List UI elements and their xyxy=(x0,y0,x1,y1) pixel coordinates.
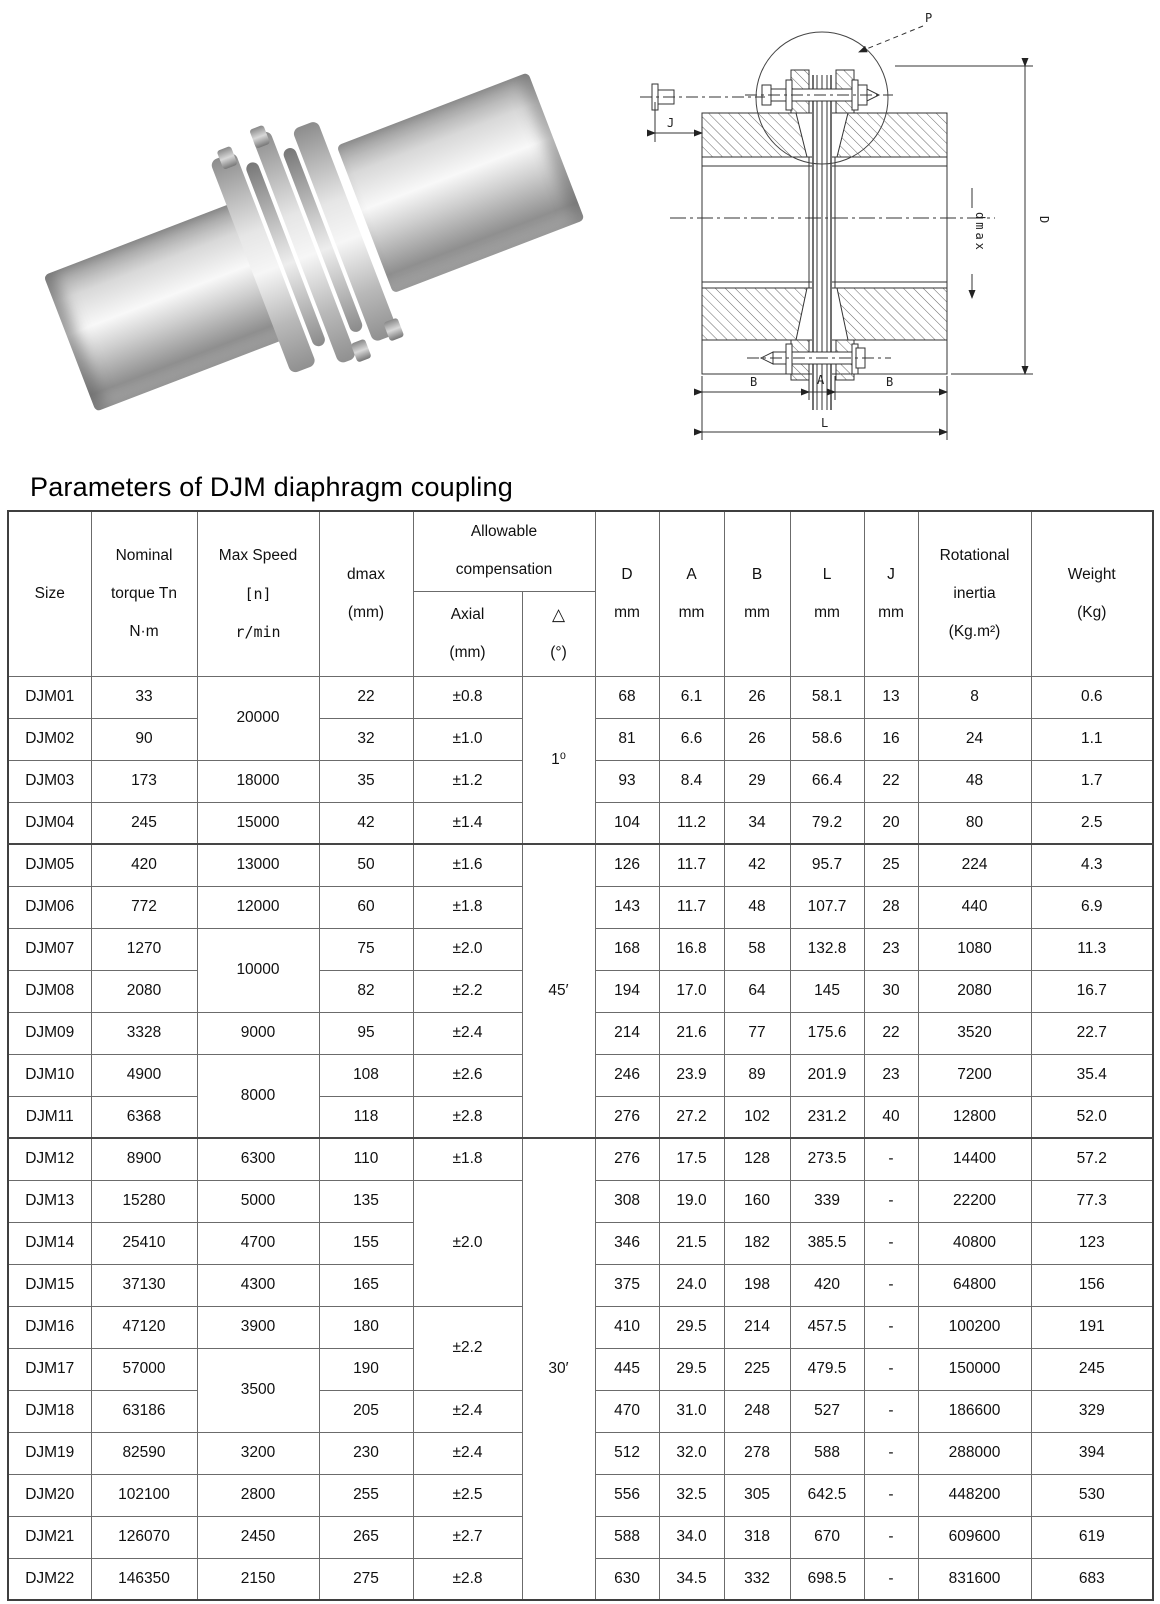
cell-a: 21.6 xyxy=(659,1012,724,1054)
cell-d: 276 xyxy=(595,1138,659,1180)
cell-dmax: 155 xyxy=(319,1222,413,1264)
cell-j: - xyxy=(864,1474,918,1516)
cell-torque: 146350 xyxy=(91,1558,197,1600)
cell-size: DJM11 xyxy=(8,1096,91,1138)
cell-weight: 530 xyxy=(1031,1474,1153,1516)
cell-axial: ±1.8 xyxy=(413,1138,522,1180)
cell-j: 40 xyxy=(864,1096,918,1138)
cell-l: 457.5 xyxy=(790,1306,864,1348)
cell-dmax: 95 xyxy=(319,1012,413,1054)
cell-d: 630 xyxy=(595,1558,659,1600)
cell-inertia: 7200 xyxy=(918,1054,1031,1096)
cell-speed: 3900 xyxy=(197,1306,319,1348)
cell-weight: 22.7 xyxy=(1031,1012,1153,1054)
cell-weight: 1.1 xyxy=(1031,718,1153,760)
cell-dmax: 22 xyxy=(319,676,413,718)
page-title: Parameters of DJM diaphragm coupling xyxy=(30,472,513,502)
cell-dmax: 205 xyxy=(319,1390,413,1432)
cell-l: 273.5 xyxy=(790,1138,864,1180)
header-a: A mm xyxy=(659,511,724,676)
table-body xyxy=(8,676,1153,1600)
cell-inertia: 224 xyxy=(918,844,1031,886)
cell-weight: 2.5 xyxy=(1031,802,1153,844)
header-allowable-compensation: Allowable compensation xyxy=(413,511,595,591)
cell-size: DJM21 xyxy=(8,1516,91,1558)
header-j: J mm xyxy=(864,511,918,676)
cell-torque: 3328 xyxy=(91,1012,197,1054)
cell-j: - xyxy=(864,1180,918,1222)
header-axial: Axial (mm) xyxy=(413,591,522,676)
cell-d: 410 xyxy=(595,1306,659,1348)
cell-weight: 619 xyxy=(1031,1516,1153,1558)
cell-weight: 394 xyxy=(1031,1432,1153,1474)
cell-b: 214 xyxy=(724,1306,790,1348)
cell-a: 6.6 xyxy=(659,718,724,760)
cell-torque: 8900 xyxy=(91,1138,197,1180)
cell-weight: 4.3 xyxy=(1031,844,1153,886)
cell-dmax: 165 xyxy=(319,1264,413,1306)
cell-inertia: 1080 xyxy=(918,928,1031,970)
cell-axial: ±2.8 xyxy=(413,1558,522,1600)
cell-d: 104 xyxy=(595,802,659,844)
cell-speed: 18000 xyxy=(197,760,319,802)
cell-b: 48 xyxy=(724,886,790,928)
cell-inertia: 14400 xyxy=(918,1138,1031,1180)
cell-weight: 683 xyxy=(1031,1558,1153,1600)
header-dmax: dmax (mm) xyxy=(319,511,413,676)
cell-weight: 156 xyxy=(1031,1264,1153,1306)
cell-torque: 90 xyxy=(91,718,197,760)
cell-torque: 82590 xyxy=(91,1432,197,1474)
cell-weight: 123 xyxy=(1031,1222,1153,1264)
cell-inertia: 80 xyxy=(918,802,1031,844)
cell-torque: 15280 xyxy=(91,1180,197,1222)
cell-weight: 16.7 xyxy=(1031,970,1153,1012)
cell-a: 16.8 xyxy=(659,928,724,970)
cell-j: - xyxy=(864,1558,918,1600)
cell-dmax: 135 xyxy=(319,1180,413,1222)
table-row xyxy=(8,1138,1153,1180)
cell-torque: 33 xyxy=(91,676,197,718)
cell-size: DJM03 xyxy=(8,760,91,802)
cell-axial: ±2.5 xyxy=(413,1474,522,1516)
cell-a: 6.1 xyxy=(659,676,724,718)
dim-label-l: L xyxy=(821,416,829,430)
cell-l: 588 xyxy=(790,1432,864,1474)
cell-a: 29.5 xyxy=(659,1348,724,1390)
cell-b: 305 xyxy=(724,1474,790,1516)
cell-dmax: 50 xyxy=(319,844,413,886)
cell-weight: 35.4 xyxy=(1031,1054,1153,1096)
cell-dmax: 60 xyxy=(319,886,413,928)
cell-torque: 63186 xyxy=(91,1390,197,1432)
cell-a: 29.5 xyxy=(659,1306,724,1348)
cell-axial: ±2.2 xyxy=(413,1306,522,1390)
cell-b: 318 xyxy=(724,1516,790,1558)
cell-a: 24.0 xyxy=(659,1264,724,1306)
cell-b: 182 xyxy=(724,1222,790,1264)
header-weight: Weight (Kg) xyxy=(1031,511,1153,676)
cell-size: DJM19 xyxy=(8,1432,91,1474)
cell-d: 214 xyxy=(595,1012,659,1054)
cell-inertia: 440 xyxy=(918,886,1031,928)
cell-j: - xyxy=(864,1348,918,1390)
cell-j: - xyxy=(864,1138,918,1180)
cell-l: 58.1 xyxy=(790,676,864,718)
cell-b: 160 xyxy=(724,1180,790,1222)
cell-l: 58.6 xyxy=(790,718,864,760)
cell-axial: ±2.8 xyxy=(413,1096,522,1138)
cell-size: DJM08 xyxy=(8,970,91,1012)
cell-torque: 25410 xyxy=(91,1222,197,1264)
cell-j: - xyxy=(864,1390,918,1432)
table-header xyxy=(8,511,1153,676)
cell-a: 34.0 xyxy=(659,1516,724,1558)
cell-dmax: 118 xyxy=(319,1096,413,1138)
cell-l: 145 xyxy=(790,970,864,1012)
coupling-technical-drawing xyxy=(595,0,1155,470)
cell-l: 107.7 xyxy=(790,886,864,928)
cell-inertia: 100200 xyxy=(918,1306,1031,1348)
cell-torque: 1270 xyxy=(91,928,197,970)
cell-dmax: 32 xyxy=(319,718,413,760)
cell-weight: 77.3 xyxy=(1031,1180,1153,1222)
dim-label-j: J xyxy=(667,116,675,130)
cell-speed: 3200 xyxy=(197,1432,319,1474)
cell-d: 512 xyxy=(595,1432,659,1474)
cell-j: 22 xyxy=(864,760,918,802)
cell-inertia: 150000 xyxy=(918,1348,1031,1390)
cell-j: 20 xyxy=(864,802,918,844)
cell-b: 26 xyxy=(724,718,790,760)
cell-d: 194 xyxy=(595,970,659,1012)
cell-b: 34 xyxy=(724,802,790,844)
cell-l: 339 xyxy=(790,1180,864,1222)
cell-d: 126 xyxy=(595,844,659,886)
dim-label-dmax: dmax xyxy=(973,212,987,253)
dim-label-b-left: B xyxy=(750,375,758,389)
cell-size: DJM09 xyxy=(8,1012,91,1054)
cell-j: 13 xyxy=(864,676,918,718)
cell-axial: ±2.4 xyxy=(413,1432,522,1474)
cell-j: - xyxy=(864,1306,918,1348)
cell-dmax: 82 xyxy=(319,970,413,1012)
cell-l: 385.5 xyxy=(790,1222,864,1264)
cell-weight: 245 xyxy=(1031,1348,1153,1390)
cell-weight: 52.0 xyxy=(1031,1096,1153,1138)
cell-axial: ±1.4 xyxy=(413,802,522,844)
cell-b: 58 xyxy=(724,928,790,970)
cell-dmax: 110 xyxy=(319,1138,413,1180)
cell-inertia: 40800 xyxy=(918,1222,1031,1264)
cell-inertia: 64800 xyxy=(918,1264,1031,1306)
cell-j: - xyxy=(864,1264,918,1306)
cell-speed: 3500 xyxy=(197,1348,319,1432)
cell-b: 89 xyxy=(724,1054,790,1096)
dim-label-p: P xyxy=(925,11,933,25)
cell-d: 81 xyxy=(595,718,659,760)
cell-torque: 420 xyxy=(91,844,197,886)
cell-size: DJM16 xyxy=(8,1306,91,1348)
cell-l: 79.2 xyxy=(790,802,864,844)
cell-d: 588 xyxy=(595,1516,659,1558)
header-b: B mm xyxy=(724,511,790,676)
table-row xyxy=(8,844,1153,886)
cell-speed: 12000 xyxy=(197,886,319,928)
header-d: D mm xyxy=(595,511,659,676)
cell-dmax: 190 xyxy=(319,1348,413,1390)
cell-b: 198 xyxy=(724,1264,790,1306)
cell-l: 201.9 xyxy=(790,1054,864,1096)
cell-d: 346 xyxy=(595,1222,659,1264)
cell-torque: 47120 xyxy=(91,1306,197,1348)
cell-inertia: 8 xyxy=(918,676,1031,718)
cell-size: DJM12 xyxy=(8,1138,91,1180)
cell-a: 32.5 xyxy=(659,1474,724,1516)
cell-speed: 20000 xyxy=(197,676,319,760)
cell-dmax: 255 xyxy=(319,1474,413,1516)
cell-a: 34.5 xyxy=(659,1558,724,1600)
cell-inertia: 831600 xyxy=(918,1558,1031,1600)
cell-dmax: 35 xyxy=(319,760,413,802)
cell-b: 77 xyxy=(724,1012,790,1054)
cell-l: 66.4 xyxy=(790,760,864,802)
cell-a: 17.5 xyxy=(659,1138,724,1180)
cell-l: 132.8 xyxy=(790,928,864,970)
cell-size: DJM10 xyxy=(8,1054,91,1096)
cell-b: 278 xyxy=(724,1432,790,1474)
cell-d: 308 xyxy=(595,1180,659,1222)
cell-inertia: 48 xyxy=(918,760,1031,802)
header-inertia: Rotational inertia (Kg.m²) xyxy=(918,511,1031,676)
cell-speed: 9000 xyxy=(197,1012,319,1054)
cell-size: DJM07 xyxy=(8,928,91,970)
cell-size: DJM22 xyxy=(8,1558,91,1600)
cell-weight: 11.3 xyxy=(1031,928,1153,970)
cell-size: DJM18 xyxy=(8,1390,91,1432)
cell-speed: 2450 xyxy=(197,1516,319,1558)
cell-j: - xyxy=(864,1222,918,1264)
cell-dmax: 265 xyxy=(319,1516,413,1558)
cell-l: 479.5 xyxy=(790,1348,864,1390)
cell-delta: 45′ xyxy=(522,844,595,1138)
cell-axial: ±1.6 xyxy=(413,844,522,886)
cell-l: 698.5 xyxy=(790,1558,864,1600)
cell-b: 248 xyxy=(724,1390,790,1432)
cell-torque: 245 xyxy=(91,802,197,844)
cell-size: DJM04 xyxy=(8,802,91,844)
cell-d: 445 xyxy=(595,1348,659,1390)
header-torque: Nominal torque Tn N·m xyxy=(91,511,197,676)
cell-torque: 102100 xyxy=(91,1474,197,1516)
cell-l: 95.7 xyxy=(790,844,864,886)
cell-axial: ±1.0 xyxy=(413,718,522,760)
cell-j: 25 xyxy=(864,844,918,886)
cell-l: 420 xyxy=(790,1264,864,1306)
cell-speed: 2150 xyxy=(197,1558,319,1600)
cell-dmax: 180 xyxy=(319,1306,413,1348)
cell-d: 556 xyxy=(595,1474,659,1516)
cell-a: 8.4 xyxy=(659,760,724,802)
cell-b: 64 xyxy=(724,970,790,1012)
cell-speed: 2800 xyxy=(197,1474,319,1516)
cell-torque: 6368 xyxy=(91,1096,197,1138)
cell-torque: 772 xyxy=(91,886,197,928)
coupling-photo xyxy=(80,28,550,458)
cell-size: DJM20 xyxy=(8,1474,91,1516)
cell-a: 31.0 xyxy=(659,1390,724,1432)
cell-j: 23 xyxy=(864,1054,918,1096)
cell-a: 21.5 xyxy=(659,1222,724,1264)
cell-j: - xyxy=(864,1516,918,1558)
cell-b: 225 xyxy=(724,1348,790,1390)
cell-a: 23.9 xyxy=(659,1054,724,1096)
cell-inertia: 2080 xyxy=(918,970,1031,1012)
cell-inertia: 3520 xyxy=(918,1012,1031,1054)
cell-torque: 57000 xyxy=(91,1348,197,1390)
cell-axial: ±2.4 xyxy=(413,1012,522,1054)
cell-inertia: 609600 xyxy=(918,1516,1031,1558)
cell-inertia: 24 xyxy=(918,718,1031,760)
cell-torque: 173 xyxy=(91,760,197,802)
cell-size: DJM15 xyxy=(8,1264,91,1306)
cell-j: - xyxy=(864,1432,918,1474)
cell-torque: 4900 xyxy=(91,1054,197,1096)
cell-torque: 37130 xyxy=(91,1264,197,1306)
cell-j: 30 xyxy=(864,970,918,1012)
cell-size: DJM02 xyxy=(8,718,91,760)
cell-speed: 8000 xyxy=(197,1054,319,1138)
cell-torque: 2080 xyxy=(91,970,197,1012)
cell-d: 168 xyxy=(595,928,659,970)
cell-b: 42 xyxy=(724,844,790,886)
cell-inertia: 448200 xyxy=(918,1474,1031,1516)
cell-d: 470 xyxy=(595,1390,659,1432)
cell-speed: 4300 xyxy=(197,1264,319,1306)
cell-b: 26 xyxy=(724,676,790,718)
cell-axial: ±1.2 xyxy=(413,760,522,802)
cell-dmax: 42 xyxy=(319,802,413,844)
cell-b: 128 xyxy=(724,1138,790,1180)
cell-speed: 15000 xyxy=(197,802,319,844)
header-l: L mm xyxy=(790,511,864,676)
cell-size: DJM13 xyxy=(8,1180,91,1222)
cell-inertia: 12800 xyxy=(918,1096,1031,1138)
header-size: Size xyxy=(8,511,91,676)
cell-torque: 126070 xyxy=(91,1516,197,1558)
cell-a: 27.2 xyxy=(659,1096,724,1138)
cell-j: 22 xyxy=(864,1012,918,1054)
cell-j: 16 xyxy=(864,718,918,760)
cell-weight: 329 xyxy=(1031,1390,1153,1432)
cell-j: 23 xyxy=(864,928,918,970)
cell-d: 276 xyxy=(595,1096,659,1138)
cell-weight: 1.7 xyxy=(1031,760,1153,802)
cell-weight: 191 xyxy=(1031,1306,1153,1348)
cell-delta: 1⁰ xyxy=(522,676,595,844)
cell-a: 32.0 xyxy=(659,1432,724,1474)
cell-dmax: 108 xyxy=(319,1054,413,1096)
cell-speed: 10000 xyxy=(197,928,319,1012)
dim-label-a: A xyxy=(817,373,825,387)
cell-dmax: 230 xyxy=(319,1432,413,1474)
cell-inertia: 186600 xyxy=(918,1390,1031,1432)
cell-axial: ±1.8 xyxy=(413,886,522,928)
cell-l: 527 xyxy=(790,1390,864,1432)
cell-weight: 57.2 xyxy=(1031,1138,1153,1180)
cell-a: 11.7 xyxy=(659,844,724,886)
cell-weight: 0.6 xyxy=(1031,676,1153,718)
cell-d: 143 xyxy=(595,886,659,928)
cell-d: 246 xyxy=(595,1054,659,1096)
cell-speed: 6300 xyxy=(197,1138,319,1180)
cell-axial: ±2.7 xyxy=(413,1516,522,1558)
cell-axial: ±2.4 xyxy=(413,1390,522,1432)
cell-l: 642.5 xyxy=(790,1474,864,1516)
cell-l: 175.6 xyxy=(790,1012,864,1054)
cell-a: 11.2 xyxy=(659,802,724,844)
cell-dmax: 75 xyxy=(319,928,413,970)
cell-size: DJM05 xyxy=(8,844,91,886)
cell-axial: ±0.8 xyxy=(413,676,522,718)
cell-axial: ±2.0 xyxy=(413,1180,522,1306)
cell-b: 102 xyxy=(724,1096,790,1138)
cell-speed: 5000 xyxy=(197,1180,319,1222)
cell-delta: 30′ xyxy=(522,1138,595,1600)
table-row xyxy=(8,676,1153,718)
cell-axial: ±2.6 xyxy=(413,1054,522,1096)
cell-j: 28 xyxy=(864,886,918,928)
cell-size: DJM01 xyxy=(8,676,91,718)
cell-d: 93 xyxy=(595,760,659,802)
cell-l: 670 xyxy=(790,1516,864,1558)
cell-d: 375 xyxy=(595,1264,659,1306)
cell-b: 29 xyxy=(724,760,790,802)
dim-label-d: D xyxy=(1037,216,1051,224)
cell-l: 231.2 xyxy=(790,1096,864,1138)
dim-label-b-right: B xyxy=(886,375,894,389)
cell-size: DJM06 xyxy=(8,886,91,928)
cell-b: 332 xyxy=(724,1558,790,1600)
parameters-table xyxy=(7,510,1154,1601)
cell-speed: 13000 xyxy=(197,844,319,886)
cell-inertia: 288000 xyxy=(918,1432,1031,1474)
cell-a: 19.0 xyxy=(659,1180,724,1222)
cell-a: 17.0 xyxy=(659,970,724,1012)
cell-size: DJM17 xyxy=(8,1348,91,1390)
cell-inertia: 22200 xyxy=(918,1180,1031,1222)
header-delta: △ (°) xyxy=(522,591,595,676)
coupling-photo-body xyxy=(23,31,607,454)
cell-speed: 4700 xyxy=(197,1222,319,1264)
cell-axial: ±2.0 xyxy=(413,928,522,970)
cell-d: 68 xyxy=(595,676,659,718)
cell-axial: ±2.2 xyxy=(413,970,522,1012)
header-speed: Max Speed [n] r/min xyxy=(197,511,319,676)
cell-a: 11.7 xyxy=(659,886,724,928)
cell-dmax: 275 xyxy=(319,1558,413,1600)
cell-weight: 6.9 xyxy=(1031,886,1153,928)
cell-size: DJM14 xyxy=(8,1222,91,1264)
